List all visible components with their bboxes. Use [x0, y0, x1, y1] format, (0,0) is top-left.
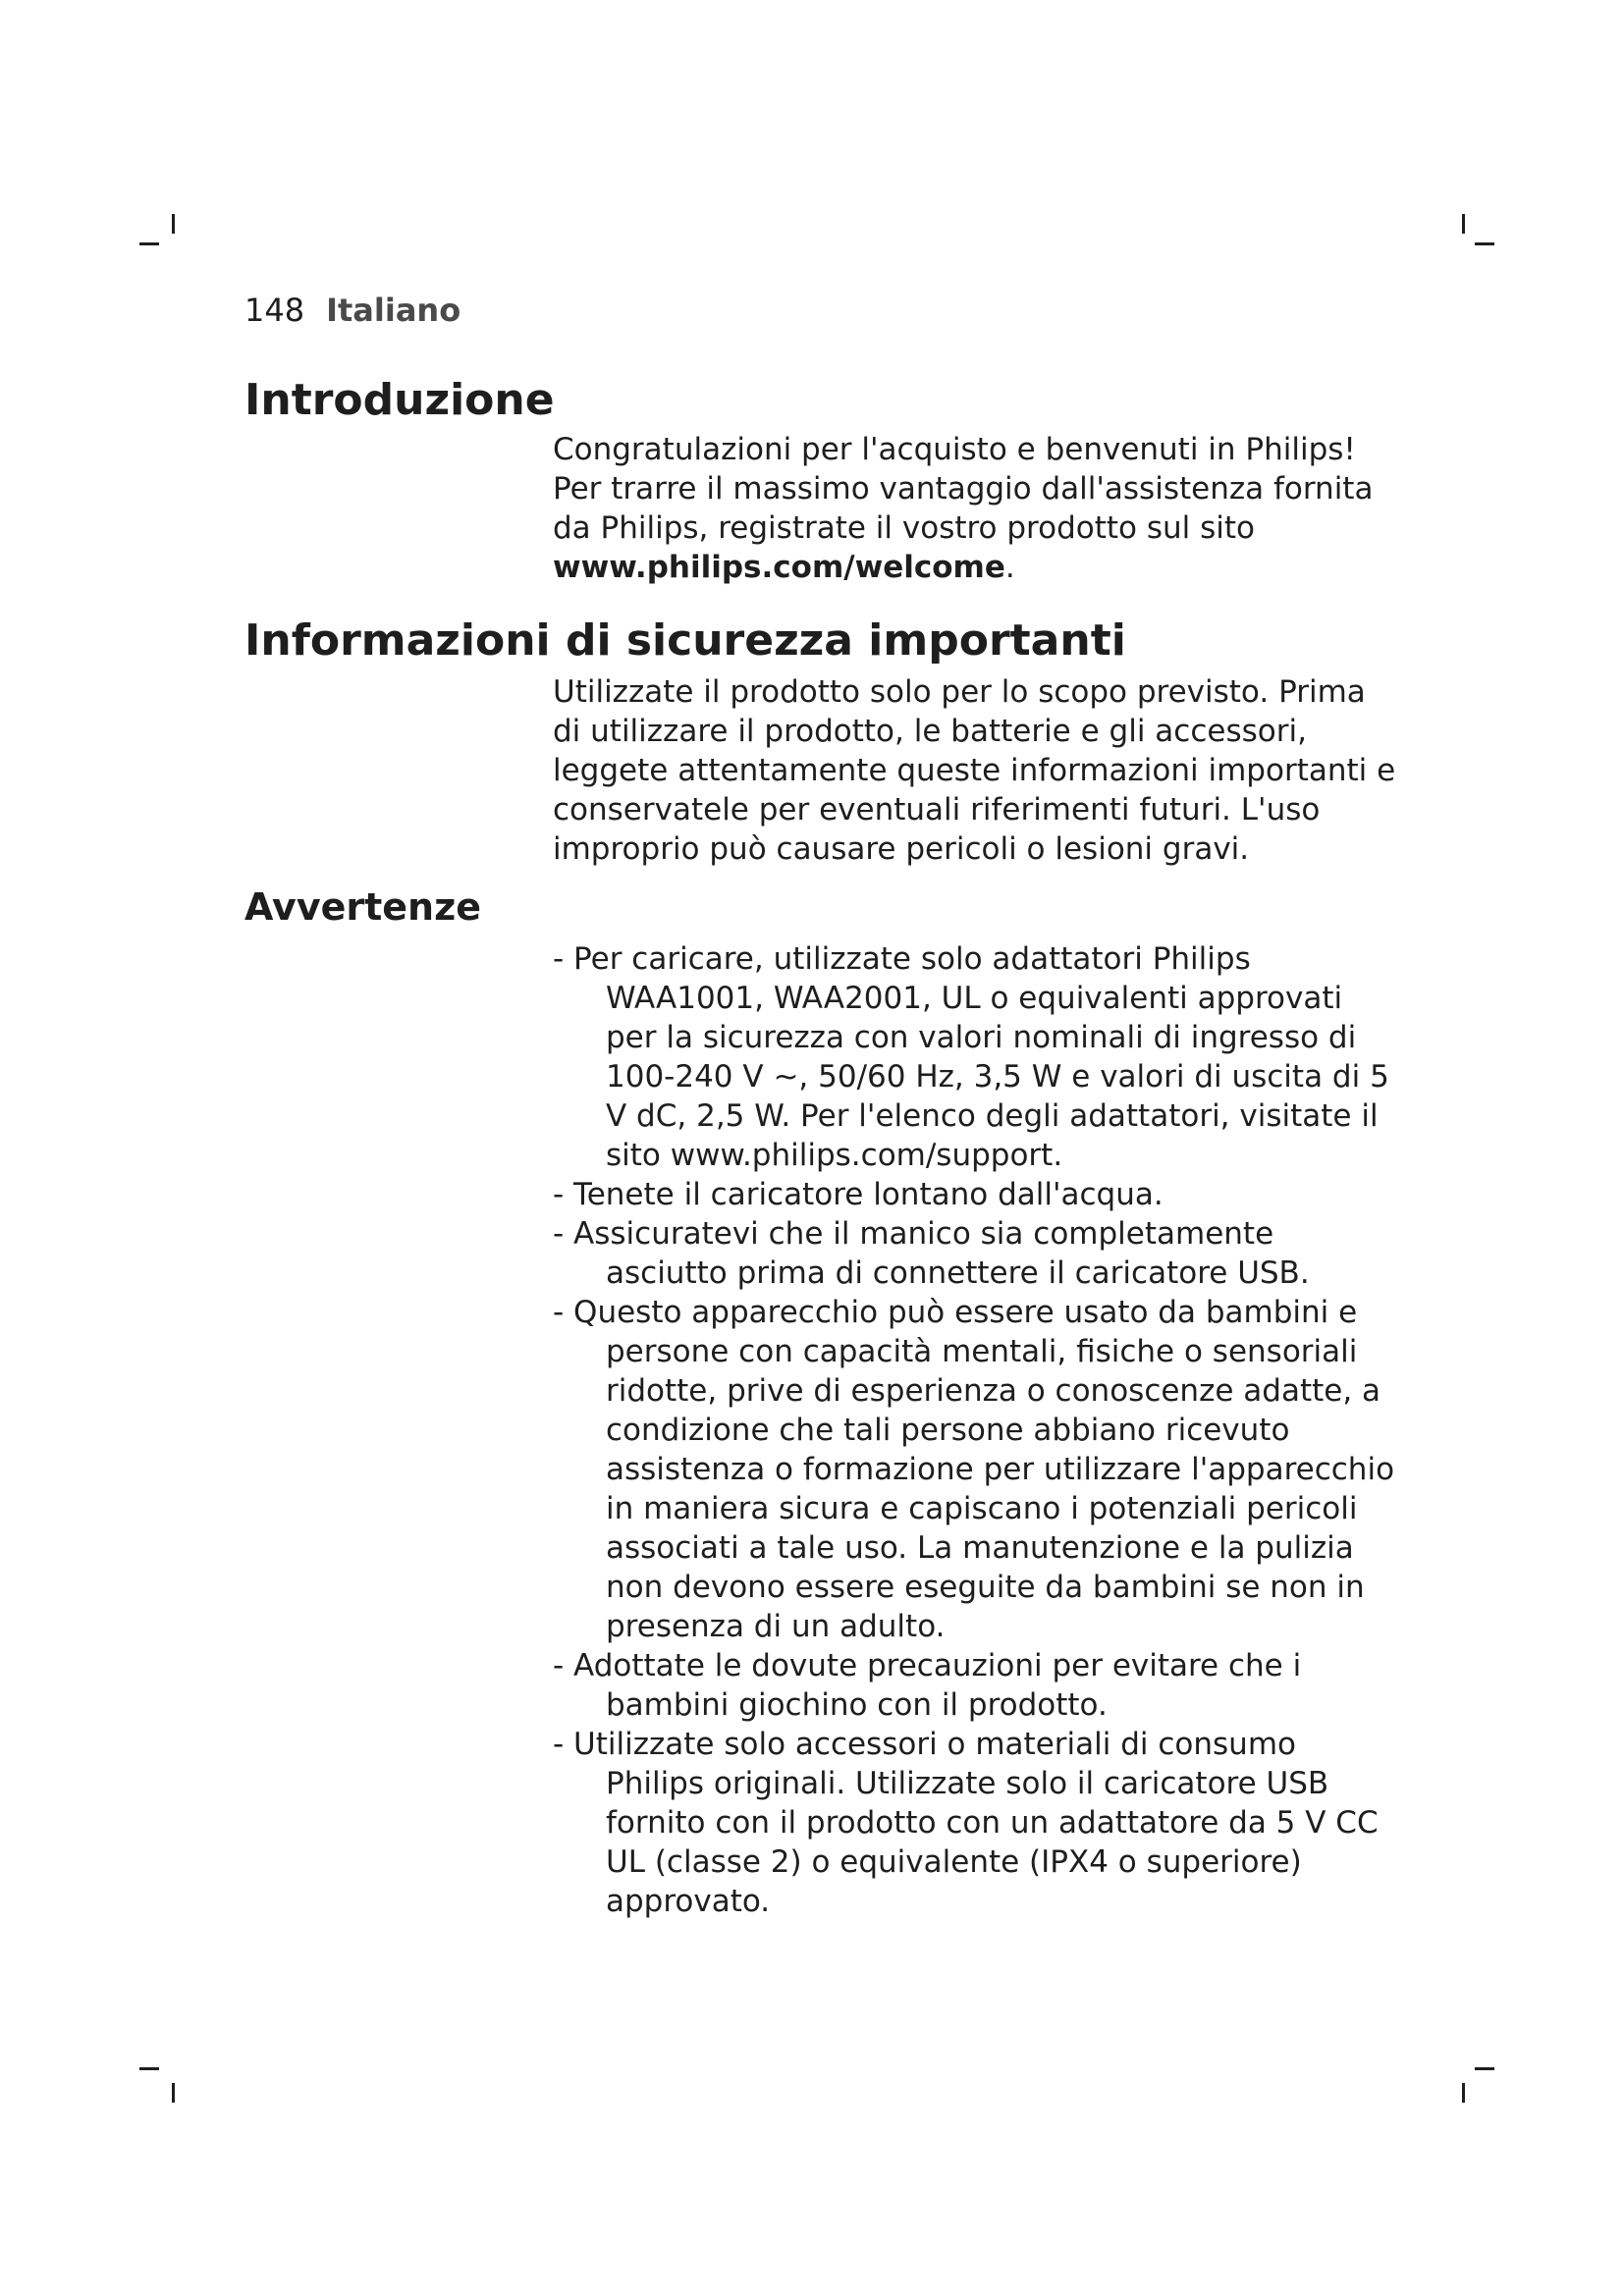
warning-item-6: - Utilizzate solo accessori o materiali di consumo Philips originali. Utilizzate solo il caricatore USB fornito con il prodotto con un adattatore da 5 V CC UL (classe 2) o equivalente (IPX4 o superiore) approvato. [553, 1725, 1397, 1921]
introduction-paragraph [553, 430, 1397, 587]
crop-mark-top-right-h [1475, 242, 1494, 245]
introduction-heading: Introduzione [244, 375, 555, 425]
language-label: Italiano [326, 292, 461, 329]
introduction-text: Congratulazioni per l'acquisto e benvenuti in Philips! Per trarre il massimo vantaggio dall'assistenza fornita da Philips, registrate il vostro prodotto sul sito [553, 432, 1374, 546]
crop-mark-bottom-right-v [1462, 2083, 1465, 2103]
crop-mark-bottom-left-v [172, 2083, 175, 2103]
warnings-list [553, 939, 1397, 1921]
page-number: 148 [244, 292, 305, 329]
warning-item-3: - Assicuratevi che il manico sia completamente asciutto prima di connettere il caricatore USB. [553, 1214, 1397, 1293]
crop-mark-top-left-h [139, 242, 159, 245]
safety-paragraph: Utilizzate il prodotto solo per lo scopo previsto. Prima di utilizzare il prodotto, le batterie e gli accessori, leggete attentamente queste informazioni importanti e conservatele per eventuali riferimenti futuri. L'uso improprio può causare pericoli o lesioni gravi. [553, 674, 1396, 867]
crop-mark-bottom-right-h [1475, 2067, 1494, 2070]
safety-heading: Informazioni di sicurezza importanti [244, 615, 1126, 666]
running-header [244, 291, 460, 330]
introduction-text-end: . [1004, 550, 1015, 585]
warnings-heading: Avvertenze [244, 885, 481, 929]
crop-mark-top-right-v [1462, 214, 1465, 234]
warning-item-2: - Tenete il caricatore lontano dall'acqua. [553, 1175, 1397, 1214]
warning-item-4: - Questo apparecchio può essere usato da bambini e persone con capacità mentali, fisiche o sensoriali ridotte, prive di esperienza o conoscenze adatte, a condizione che tali persone abbiano ricevuto assistenza o formazione per utilizzare l'apparecchio in maniera sicura e capiscano i potenziali pericoli associati a tale uso. La manutenzione e la pulizia non devono essere eseguite da bambini se non in presenza di un adulto. [553, 1293, 1397, 1646]
crop-mark-bottom-left-h [139, 2067, 159, 2070]
warning-item-5: - Adottate le dovute precauzioni per evitare che i bambini giochino con il prodotto. [553, 1646, 1397, 1725]
warning-item-1: - Per caricare, utilizzate solo adattatori Philips WAA1001, WAA2001, UL o equivalenti approvati per la sicurezza con valori nominali di ingresso di 100-240 V ~, 50/60 Hz, 3,5 W e valori di uscita di 5 V dC, 2,5 W. Per l'elenco degli adattatori, visitate il sito www.philips.com/support. [553, 939, 1397, 1175]
welcome-link[interactable]: www.philips.com/welcome [553, 550, 1005, 585]
crop-mark-top-left-v [172, 214, 175, 234]
